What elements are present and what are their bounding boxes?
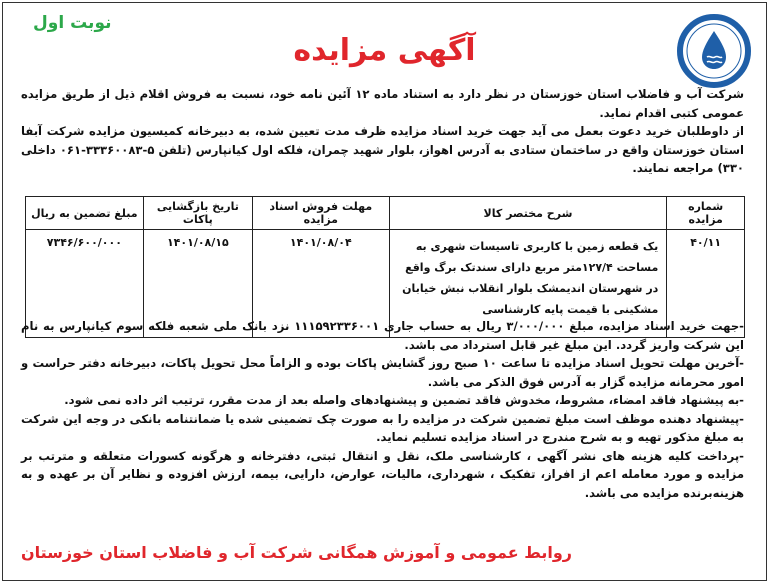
term-item: -پرداخت کلیه هزینه های نشر آگهی ، کارشناسی ملک، نقل و انتقال ثبتی، دفترخانه و هرگونه کسورات متعلقه و مترتب بر مزایده و مورد معامله اعم از افراز، تفکیک ، شهرداری، مالیات، عوارض، دارایی، بیمه، ارزش افزوده و نظایر آن بر عهده و به هزینه‌برنده مزایده می باشد. [21,448,744,500]
page-title: آگهی مزایده [293,33,476,68]
edition-badge [33,13,111,33]
terms-list [21,317,744,502]
term-item: -به پیشنهاد فاقد امضاء، مشروط، مخدوش فاقد تضمین و پیشنهادهای واصله بعد از مدت مقرر، ترتیب اثر داده نمی شود. [64,393,744,407]
cell-deposit: ۷۳۴۶/۶۰۰/۰۰۰ [26,230,144,338]
company-logo-icon [676,13,752,89]
cell-opening-date: ۱۴۰۱/۰۸/۱۵ [143,230,252,338]
cell-description: یک قطعه زمین با کاربری تاسیسات شهری به مساحت ۱۲۷/۴متر مربع دارای سندتک برگ واقع در شهرستان اندیمشک بلوار انقلاب نبش خیابان مشکینی با قیمت پایه کارشناسی [389,230,667,338]
cell-number: ۴۰/۱۱ [667,230,745,338]
term-item: -جهت خرید اسناد مزایده، مبلغ ۳/۰۰۰/۰۰۰ ریال به حساب جاری ۱۱۱۵۹۲۳۳۶۰۰۱ نزد بانک ملی شعبه فلکه سوم کیانپارس به نام این شرکت واریز گردد. این مبلغ غیر قابل استرداد می باشد. [21,319,744,352]
header-deadline: مهلت فروش اسناد مزایده [252,197,389,230]
table-header-row [26,197,745,230]
cell-deadline: ۱۴۰۱/۰۸/۰۴ [252,230,389,338]
footer-signature: روابط عمومی و آموزش همگانی شرکت آب و فاضلاب استان خوزستان [21,543,572,562]
header-description: شرح مختصر کالا [389,197,667,230]
header-deposit: مبلغ تضمین به ریال [26,197,144,230]
intro-paragraph: شرکت آب و فاضلاب استان خوزستان در نظر دارد به استناد ماده ۱۲ آئین نامه خود، نسبت به فروش اقلام ذیل از طریق مزایده عمومی کتبی اقدام نماید. [21,87,745,120]
intro-paragraph: از داوطلبان خرید دعوت بعمل می آید جهت خرید اسناد مزایده ظرف مدت تعیین شده، به دبیرخانه کمیسیون مزایده شرکت آبفا استان خوزستان واقع در ساختمان ستادی به آدرس اهواز، بلوار شهید چمران، فلکه اول کیانپارس (تلفن ۵-۳۳۳۶۰۰۸۳-۰۶۱ داخلی ۳۳۰) مراجعه نمایند. [21,124,745,175]
notice-page [2,2,767,581]
header-number: شماره مزایده [667,197,745,230]
header-opening-date: تاریخ بازگشایی پاکات [143,197,252,230]
edition-label: نوبت اول [33,13,112,33]
intro-text [21,85,744,178]
term-item: -آخرین مهلت تحویل اسناد مزایده تا ساعت ۱۰ صبح روز گشایش پاکات بوده و الزاماً محل تحویل پاکات، دبیرخانه دفتر حراست و امور محرمانه مزایده گزار به آدرس فوق الذکر می باشد. [21,356,744,389]
term-item: -پیشنهاد دهنده موظف است مبلغ تضمین شرکت در مزایده را به صورت چک تضمینی شده یا ضمانتنامه بانکی در وجه این شرکت به مبلغ مذکور تهیه و به شرح مندرج در اسناد مزایده تسلیم نماید. [21,411,744,444]
